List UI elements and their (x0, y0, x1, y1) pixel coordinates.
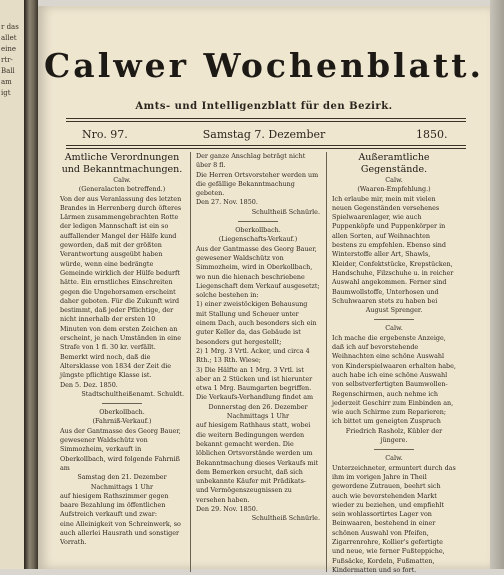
rule-top-1 (66, 118, 466, 119)
rule-top-2 (66, 121, 466, 122)
notice-signature: Stadtschultheißenamt. Schuldt. (81, 389, 184, 398)
notice-item: 1) einer zweistöckigen Behausung mit Stallung und Scheuer unter einem Dach, auch besonders sich ein guter Keller da, das Gebäude ist besonders gut hergestellt; (196, 300, 317, 346)
notice-body: Aus der Gantmasse des Georg Bauer, gewesener Waldschütz von Simmozheim, wird in Oberkollbach, wo nun die hienach beschriebene Liegenschaft dem Verkauf ausgesetzt; solche bestehen in: (196, 244, 320, 300)
notice-body: Von der aus Veranlassung des letzten Brandes in Herrenberg durch öfteres Lärmen zusammengebrachten Rotte der ledigen Mannschaft ist ein so auffallender Mangel der Hälfe kund geworden, daß mit der größten Verantwortung ausgeübt haben würde, wenn eine bedrängte Gemeinde wirklich der Hülfe bedurft hätte. Ein ernstliches Einschreiten gegen die Ungehorsamen erscheint daher geboten. Für die Zukunft wird bestimmt, daß jeder Pflichtige, der nicht innerhalb der ersten 10 Minuten von dem ersten Zeichen an erscheint, je nach Umständen in eine Strafe von 1 fl. 30 kr. verfällt. Bemerkt wird noch, daß die Altersklasse von 1834 der Zeit die jüngste pflichtige Klasse ist. (60, 194, 182, 380)
notice-date: Samstag den 21. Dezember (77, 473, 167, 482)
left-page-fragments: r das allet eine rtr- Ball am igt (1, 23, 19, 97)
notice-place: Oberkollbach. (99, 408, 145, 417)
separator (238, 221, 278, 222)
notice-time: Nachmittags 1 Uhr (226, 412, 290, 421)
notice-date: Den 27. Nov. 1850. (196, 198, 258, 207)
section-heading: Amtliche Verordnungen und Bekanntmachungen. (61, 152, 183, 175)
notice-signature: Schultheiß Schnürle. (251, 207, 320, 216)
notice-date: Den 5. Dez. 1850. (60, 380, 118, 389)
notice-item: 2) 1 Mrg. 3 Vrtl. Acker, und circa 4 Rth.; 13 Rth. Wiese; (196, 346, 310, 365)
notice-body: eine Alleinigkeit von Schreinwerk, so auch allerlei Hausrath und sonstiger Vorrath. (60, 519, 181, 547)
separator (374, 449, 414, 450)
issue-date: Samstag 7. Dezember (202, 128, 326, 141)
notice-body: Unterzeichneter, ermuntert durch das ihm im vorigen Jahre in Theil gewordene Zutrauen, beehrt sich auch wie bevorstehenden Markt wieder zu beziehen, und empfiehlt sein wohlassortirtes Lager von Beinwaaren, bestehend in einer schönen Auswahl von Pfeifen, Zigarrenrohre, Kollier's gefertigte und neue, wie ferner Fußteppiche, Fußsäcke, Kordeln, Fußmatten, Kindermatten und so fort. (332, 463, 456, 574)
notice-date: Den 29. Nov. 1850. (196, 504, 258, 513)
notice-time: Nachmittags 1 Uhr (90, 482, 154, 491)
notice-subject: (Fahrniß-Verkauf.) (92, 417, 152, 426)
notice-place: Oberkollbach. (235, 226, 281, 235)
right-page-edge (490, 0, 504, 569)
masthead-subtitle: Amts- und Intelligenzblatt für den Bezirk. (135, 101, 393, 112)
left-page-strip (0, 0, 24, 569)
notice-place: Calw. (385, 176, 403, 184)
notice-body: auf hiesigem Rathszimmer gegen baare Bezahlung im öffentlichen Aufstreich verkauft und zwar: (60, 491, 169, 519)
column-official-continued (196, 152, 320, 569)
notice-subject: (Waaren-Empfehlung.) (357, 185, 431, 194)
section-heading: Außeramtliche Gegenstände. (358, 152, 430, 175)
column-divider-2 (326, 152, 327, 572)
notice-body: Aus der Gantmasse des Georg Bauer, gewesener Waldschütz von Simmozheim, verkauft in Oberkollbach, wird folgende Fahrniß am (60, 426, 181, 472)
notice-place: Calw. (385, 454, 403, 463)
column-nonofficial (332, 152, 456, 574)
notice-body: Ich mache die ergebenste Anzeige, daß ich auf bevorstehende Weihnachten eine schöne Auswahl von Kinderspielwaaren erhalten habe, auch habe ich eine schöne Auswahl von selbstverfertigten Baumwollen-Regenschirmen, auch nehme ich jederzeit Geschirr zum Einbinden an, wie auch Schirme zum Reparieren; ich bittet um geneigten Zuspruch (332, 333, 456, 426)
notice-date: Donnerstag den 26. Dezember (208, 402, 308, 411)
notice-body: Die Herren Ortsvorsteher werden um die gefällige Bekanntmachung gebeten. (196, 170, 319, 198)
rule-bottom-1 (66, 145, 466, 146)
notice-body: Der ganze Anschlag beträgt nicht über 8 fl. (196, 152, 306, 170)
notice-signature: August Sprenger. (365, 306, 423, 315)
notice-body: auf hiesigem Rathhaus statt, wobei die weitern Bedingungen werden bekannt gemacht werden. Die löblichen Ortsvorstände werden um Bekanntmachung dieses Verkaufs mit dem Bemerken ersucht, daß sich unbekannte Käufer mit Prädikats- und Vermögenszeugnissen zu versehen haben. (196, 421, 319, 504)
rule-bottom-2 (66, 148, 466, 149)
notice-place: Calw. (113, 176, 131, 184)
separator (102, 403, 142, 404)
notice-signature: Friedrich Rasholz, Kübler der jüngere. (345, 426, 443, 445)
notice-subject: (Generalacten betreffend.) (78, 185, 166, 194)
issue-year: 1850. (416, 128, 448, 141)
notice-body: Ich erlaube mir, mein mit vielen neuen Gegenständen versehenes Spielwaarenlager, wie auch Puppenköpfe und Puppenkörper in allen Sorten, auf Weihnachten bestens zu empfehlen. Ebenso sind Winterstoffe aller Art, Shawls, Kleider, Confektstücke, Krepstücken, Handschuhe, Filzschuhe u. in reicher Auswahl angekommen. Ferner sind Baumwollstoffe, Unterhosen und Schuhwaaren stets zu haben bei (332, 194, 454, 305)
column-divider-1 (190, 152, 191, 572)
notice-body: Die Verkaufs-Verhandlung findet am (196, 393, 314, 402)
notice-item: 3) Die Hälfte an 1 Mrg. 3 Vrtl. ist aber an 2 Stücken und ist hierunter etwa 1 Mrg. Baumgarten begriffen. (196, 365, 313, 393)
masthead-title: Calwer Wochenblatt. (44, 46, 484, 85)
separator (374, 319, 414, 320)
issue-number: Nro. 97. (82, 128, 128, 141)
notice-signature: Schultheiß Schnürle. (251, 514, 320, 523)
column-official (60, 152, 184, 569)
notice-subject: (Liegenschafts-Verkauf.) (218, 235, 298, 244)
newspaper-page (38, 6, 490, 574)
notice-place: Calw. (385, 324, 403, 333)
book-binding (24, 0, 38, 569)
